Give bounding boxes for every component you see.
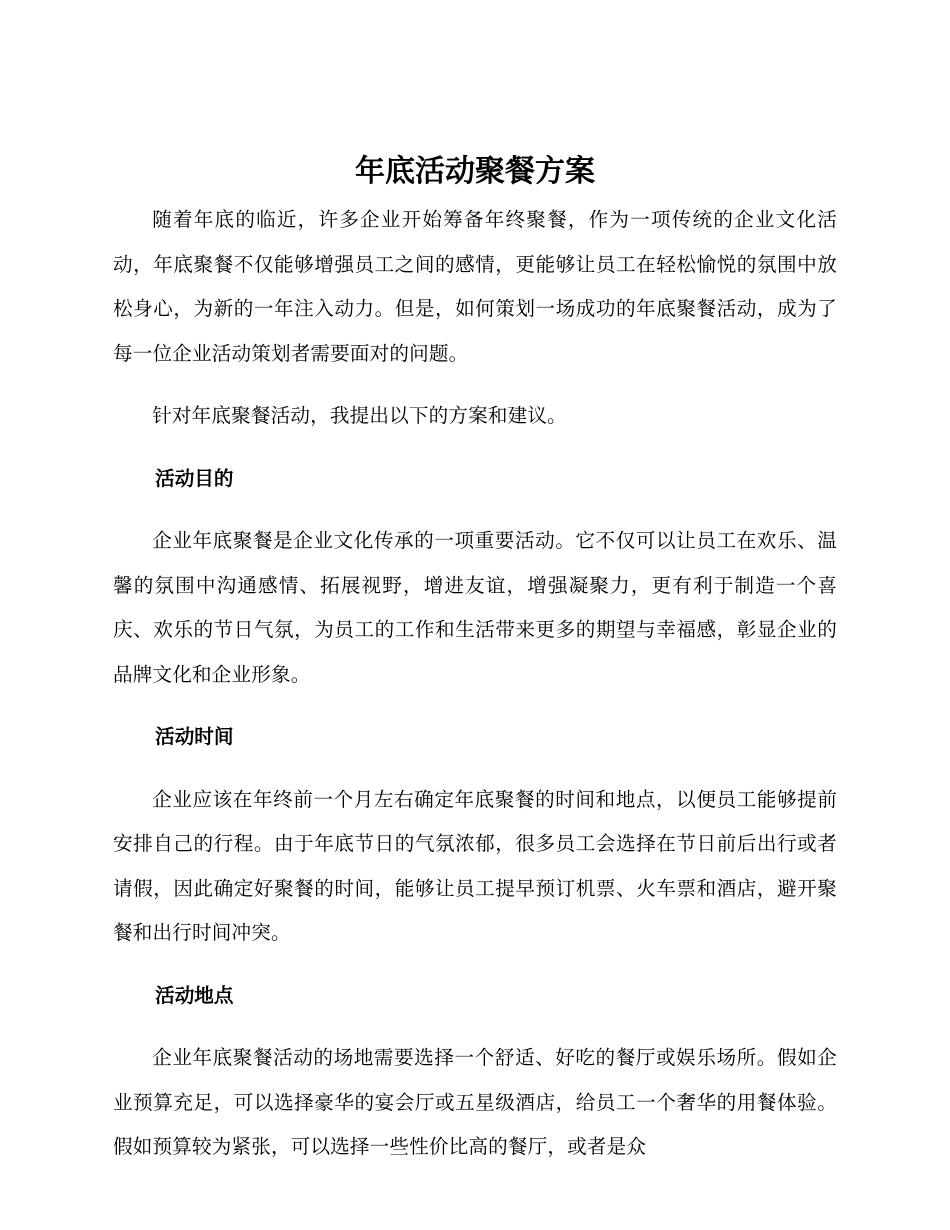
section-heading-location: 活动地点: [155, 983, 234, 1007]
document-title: 年底活动聚餐方案: [355, 154, 595, 189]
section-heading-time: 活动时间: [155, 725, 234, 748]
section-body-location: 企业年底聚餐活动的场地需要选择一个舒适、好吃的餐厅或娱乐场所。假如企业预算充足，可以选择豪华的宴会厅或五星级酒店，给员工一个奢华的用餐体验。假如预算较为紧张，可以选择一些性价比高的餐厅，或者是众: [113, 1046, 837, 1158]
intro-paragraph: 随着年底的临近，许多企业开始筹备年终聚餐，作为一项传统的企业文化活动，年底聚餐不仅能够增强员工之间的感情，更能够让员工在轻松愉悦的氛围中放松身心，为新的一年注入动力。但是，如何策划一场成功的年底聚餐活动，成为了每一位企业活动策划者需要面对的问题。: [113, 208, 837, 365]
section-body-time: 企业应该在年终前一个月左右确定年底聚餐的时间和地点，以便员工能够提前安排自己的行程。由于年底节日的气氛浓郁，很多员工会选择在节日前后出行或者请假，因此确定好聚餐的时间，能够让员工提早预订机票、火车票和酒店，避开聚餐和出行时间冲突。: [113, 787, 837, 944]
document-body: [113, 198, 837, 1184]
section-heading-purpose: 活动目的: [155, 466, 234, 490]
proposal-paragraph: 针对年底聚餐活动，我提出以下的方案和建议。: [152, 404, 567, 427]
section-body-purpose: 企业年底聚餐是企业文化传承的一项重要活动。它不仅可以让员工在欢乐、温馨的氛围中沟通感情、拓展视野，增进友谊，增强凝聚力，更有利于制造一个喜庆、欢乐的节日气氛，为员工的工作和生活带来更多的期望与幸福感，彰显企业的品牌文化和企业形象。: [113, 529, 837, 686]
